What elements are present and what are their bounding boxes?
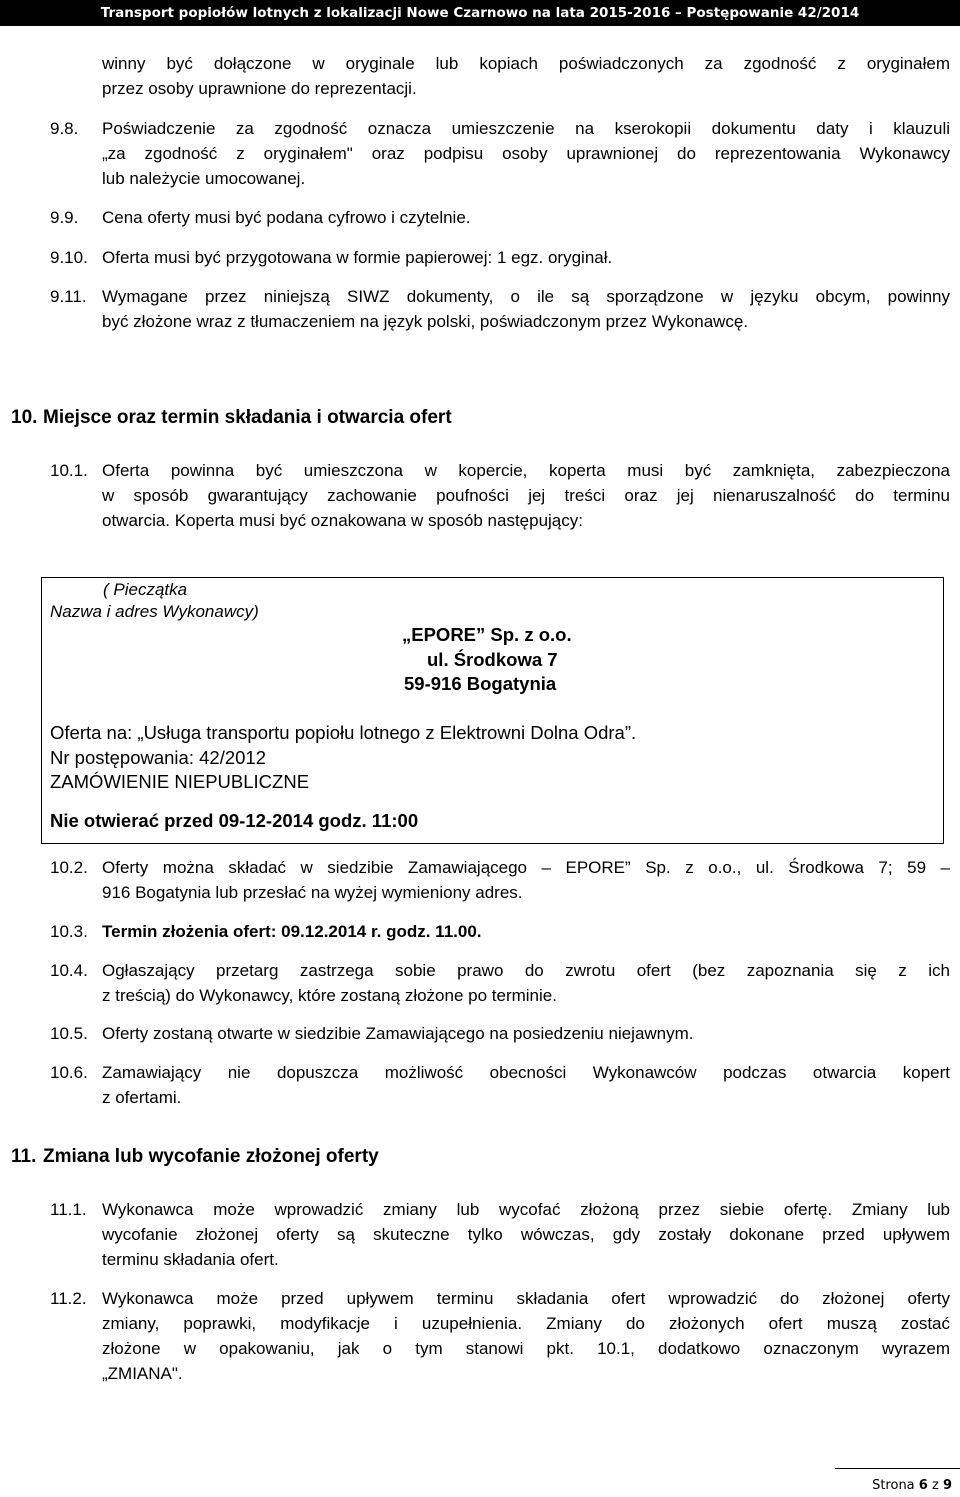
footer-rule xyxy=(835,1468,960,1469)
envelope-proceeding-number: Nr postępowania: 42/2012 xyxy=(50,747,266,768)
envelope-company: „EPORE” Sp. z o.o. xyxy=(402,624,572,645)
paragraph-number: 9.8. xyxy=(50,119,79,138)
paragraph-line: przez osoby uprawnione do reprezentacji. xyxy=(102,79,417,98)
section-number: 10. xyxy=(11,407,38,428)
paragraph-number: 11.2. xyxy=(50,1289,87,1308)
paragraph-number: 10.5. xyxy=(50,1024,88,1043)
paragraph-line: w sposób gwarantujący zachowanie poufności jej treści oraz jej nienaruszalność do terminu xyxy=(102,486,950,505)
section-heading-10 xyxy=(11,406,452,430)
paragraph-number: 9.9. xyxy=(50,208,79,227)
paragraph-line: być złożone wraz z tłumaczeniem na język polski, poświadczonym przez Wykonawcę. xyxy=(102,312,749,331)
paragraph-number: 10.2. xyxy=(50,858,88,877)
paragraph-line: Oferty można składać w siedzibie Zamawiającego – EPORE” Sp. z o.o., ul. Środkowa 7; 59 – xyxy=(102,858,950,877)
stamp-line: ( Pieczątka xyxy=(103,580,188,599)
paragraph-line: złożone w opakowaniu, jak o tym stanowi pkt. 10.1, dodatkowo oznaczonym wyrazem xyxy=(102,1339,950,1358)
paragraph-line: wycofanie złożonej oferty są skuteczne tylko wówczas, gdy zostały dokonane przed upływem xyxy=(102,1225,950,1244)
stamp-line: Nazwa i adres Wykonawcy) xyxy=(50,602,259,621)
paragraph-line: winny być dołączone w oryginale lub kopiach poświadczonych za zgodność z oryginałem xyxy=(102,54,950,73)
paragraph-line: z ofertami. xyxy=(102,1088,182,1107)
paragraph-line: „ZMIANA". xyxy=(102,1364,183,1383)
footer-label: Strona xyxy=(872,1478,915,1493)
paragraph-number: 9.11. xyxy=(50,287,87,306)
paragraph-line: Ogłaszający przetarg zastrzega sobie prawo do zwrotu ofert (bez zapoznania się z ich xyxy=(102,961,950,980)
footer-of: z xyxy=(931,1478,939,1493)
paragraph-text: Oferty zostaną otwarte w siedzibie Zamawiającego na posiedzeniu niejawnym. xyxy=(102,1024,694,1043)
section-number: 11. xyxy=(11,1146,37,1167)
paragraph-number: 11.1. xyxy=(50,1200,87,1219)
paragraph-text: Termin złożenia ofert: 09.12.2014 r. godz. 11.00. xyxy=(102,922,482,941)
paragraph-line: Zamawiający nie dopuszcza możliwość obecności Wykonawców podczas otwarcia kopert xyxy=(102,1063,950,1082)
paragraph-line: „za zgodność z oryginałem" oraz podpisu osoby uprawnionej do reprezentowania Wykonawcy xyxy=(102,144,950,163)
footer-total-pages: 9 xyxy=(942,1478,952,1493)
paragraph-line: otwarcia. Koperta musi być oznakowana w sposób następujący: xyxy=(102,511,583,530)
paragraph-line: Poświadczenie za zgodność oznacza umieszczenie na kserokopii dokumentu daty i klauzuli xyxy=(102,119,950,138)
paragraph-text: Cena oferty musi być podana cyfrowo i czytelnie. xyxy=(102,208,471,227)
envelope-city: 59-916 Bogatynia xyxy=(404,673,557,694)
paragraph-9-7-continuation xyxy=(102,51,950,101)
header-title: Transport popiołów lotnych z lokalizacji Nowe Czarnowo na lata 2015-2016 – Postępowanie 42/2014 xyxy=(100,5,860,21)
envelope-do-not-open: Nie otwierać przed 09-12-2014 godz. 11:00 xyxy=(50,810,419,831)
section-title: Zmiana lub wycofanie złożonej oferty xyxy=(43,1146,379,1167)
paragraph-line: Wymagane przez niniejszą SIWZ dokumenty, o ile są sporządzone w języku obcym, powinny xyxy=(102,287,950,306)
paragraph-number: 10.4. xyxy=(50,961,88,980)
page-footer xyxy=(872,1478,952,1493)
paragraph-line: zmiany, poprawki, modyfikacje i uzupełnienia. Zmiany do złożonych ofert muszą zostać xyxy=(102,1314,950,1333)
paragraph-line: Wykonawca może wprowadzić zmiany lub wycofać złożoną przez siebie ofertę. Zmiany lub xyxy=(102,1200,950,1219)
paragraph-number: 10.6. xyxy=(50,1063,88,1082)
paragraph-line: Oferta powinna być umieszczona w kopercie, koperta musi być zamknięta, zabezpieczona xyxy=(102,461,950,480)
section-title: Miejsce oraz termin składania i otwarcia ofert xyxy=(43,407,452,428)
paragraph-line: lub należycie umocowanej. xyxy=(102,169,306,188)
envelope-offer: Oferta na: „Usługa transportu popiołu lotnego z Elektrowni Dolna Odra”. xyxy=(50,722,637,743)
paragraph-line: terminu składania ofert. xyxy=(102,1250,279,1269)
footer-page-number: 6 xyxy=(918,1478,928,1493)
envelope-order-type: ZAMÓWIENIE NIEPUBLICZNE xyxy=(50,771,310,792)
paragraph-text: Oferta musi być przygotowana w formie papierowej: 1 egz. oryginał. xyxy=(102,248,613,267)
paragraph-number: 9.10. xyxy=(50,248,88,267)
paragraph-line: Wykonawca może przed upływem terminu składania ofert wprowadzić do złożonej oferty xyxy=(102,1289,950,1308)
envelope-street: ul. Środkowa 7 xyxy=(427,649,558,670)
paragraph-line: 916 Bogatynia lub przesłać na wyżej wymieniony adres. xyxy=(102,883,523,902)
section-heading-11 xyxy=(11,1145,379,1169)
paragraph-number: 10.3. xyxy=(50,922,88,941)
paragraph-line: z treścią) do Wykonawcy, które zostaną złożone po terminie. xyxy=(102,986,557,1005)
paragraph-number: 10.1. xyxy=(50,461,88,480)
envelope-label-box xyxy=(41,577,944,844)
